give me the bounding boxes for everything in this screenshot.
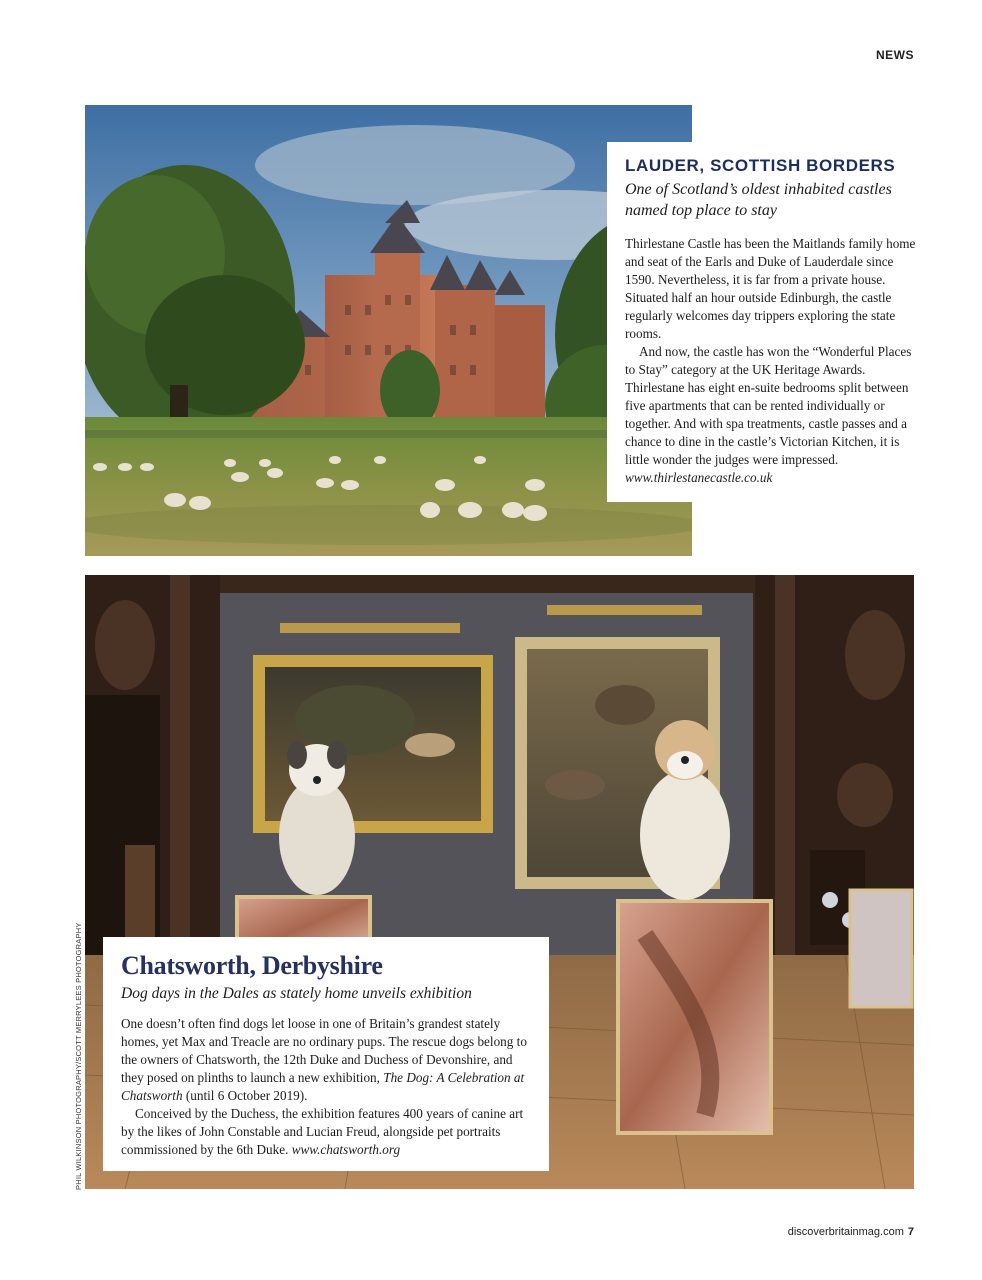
chatsworth-story-deck: Dog days in the Dales as stately home unveils exhibition [121,985,472,1002]
castle-story-kicker: LAUDER, SCOTTISH BORDERS [625,156,896,175]
chatsworth-story-paragraph-text: Conceived by the Duchess, the exhibition features 400 years of canine art by the likes of John Constable and Lucian Freud, alongside pet portraits commissioned by the 6th Duke. [121,1106,524,1157]
photo-credit: PHIL WILKINSON PHOTOGRAPHY/SCOTT MERRYLEES PHOTOGRAPHY [74,922,83,1190]
page-footer [788,1226,914,1238]
thirlestane-castle-photo [85,105,692,556]
chatsworth-story-headline: Chatsworth, Derbyshire [121,951,383,980]
castle-story-paragraph: Thirlestane Castle has been the Maitlands family home and seat of the Earls and Duke of Lauderdale since 1590. Nevertheless, it is far from a private house. Situated half an hour outside Edinburgh, the castle regularly welcomes day trippers exploring the state rooms. [625,236,916,341]
footer-site[interactable]: discoverbritainmag.com [787,1226,904,1238]
castle-story-body [625,235,917,487]
exhibition-dates: (until 6 October 2019). [185,1088,308,1103]
castle-story-url[interactable]: www.thirlestanecastle.co.uk [625,470,773,485]
chatsworth-story-paragraph [121,1105,535,1159]
castle-story-paragraph [625,343,917,487]
chatsworth-story-url[interactable]: www.chatsworth.org [291,1142,401,1157]
chatsworth-story-paragraph [121,1015,535,1105]
chatsworth-story-body [121,1015,535,1159]
castle-story-box [607,142,917,502]
page-number: 7 [907,1226,914,1238]
castle-story-deck: One of Scotland’s oldest inhabited castles named top place to stay [625,181,892,219]
chatsworth-story-box [103,937,549,1171]
chatsworth-story-paragraph-text: One doesn’t often find dogs let loose in one of Britain’s grandest stately homes, yet Max and Treacle are no ordinary pups. The rescue dogs belong to the owners of Chatsworth, the 12th Duke and Duchess of Devonshire, and they posed on plinths to launch a new exhibition, [121,1016,527,1085]
section-label: NEWS [876,48,914,62]
exhibition-title: The Dog: A Celebration at Chatsworth [121,1070,525,1103]
castle-story-paragraph-text: And now, the castle has won the “Wonderful Places to Stay” category at the UK Heritage Awards. Thirlestane has eight en-suite bedrooms split between five apartments that can be rented individually or together. And with spa treatments, castle passes and a chance to dine in the castle’s Victorian Kitchen, it is little wonder the judges were impressed. [625,344,912,467]
